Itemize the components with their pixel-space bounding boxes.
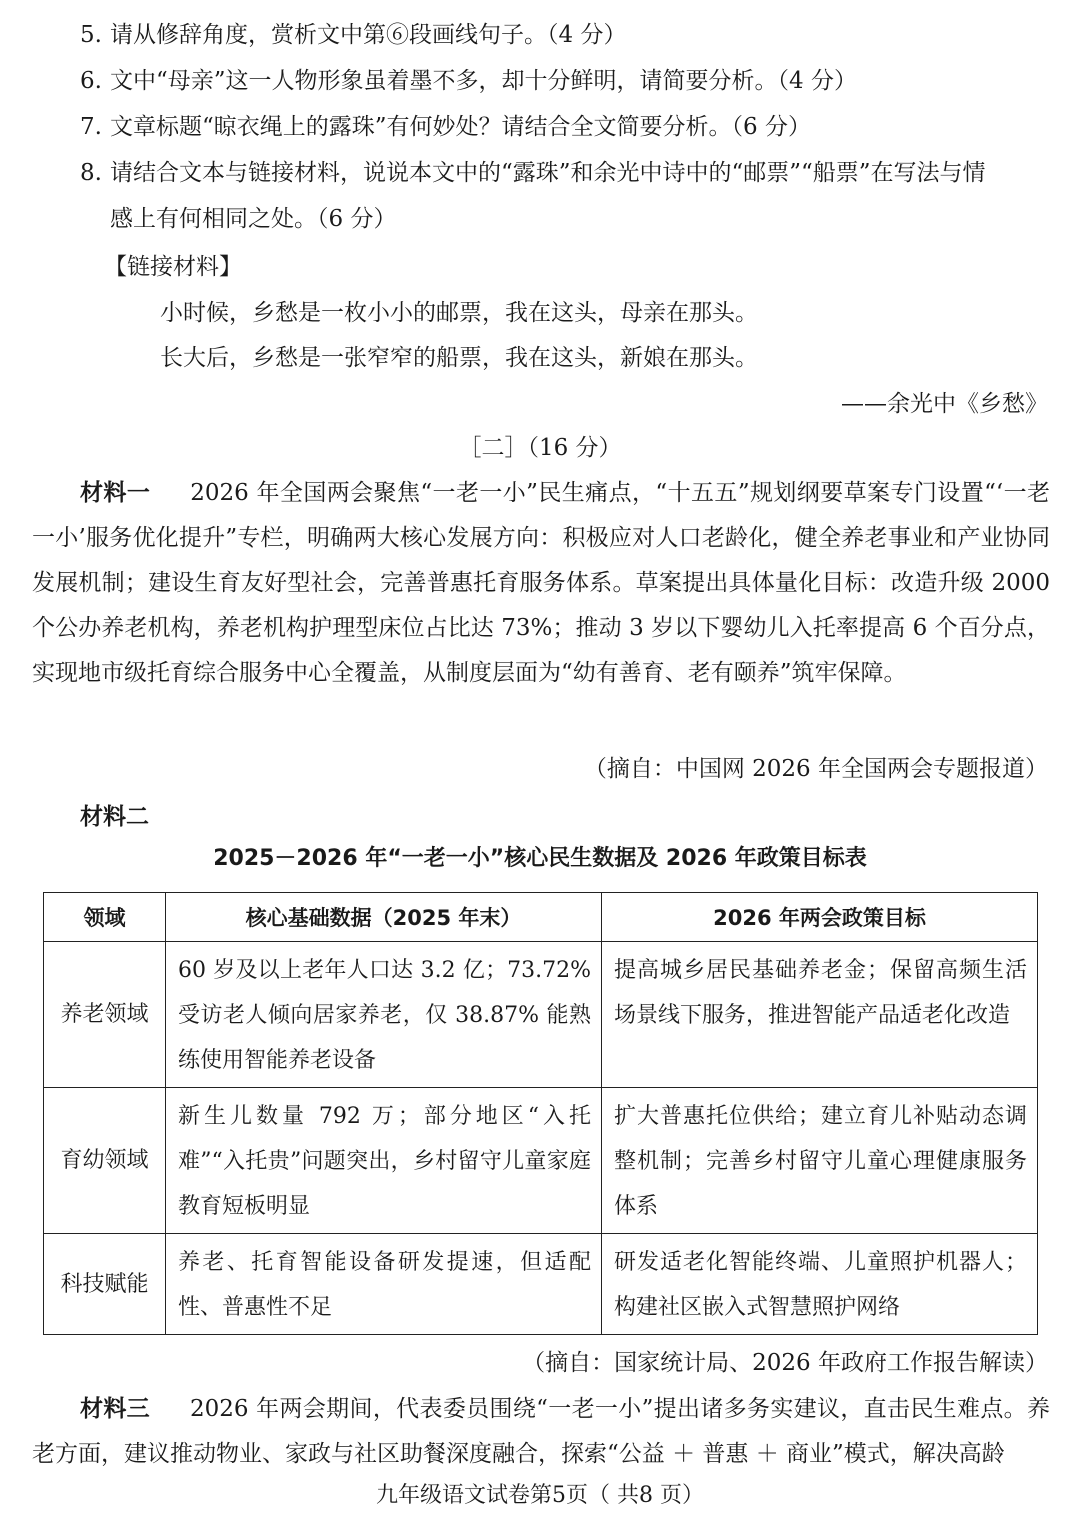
table-header-row [44,893,1038,942]
question-text: 文章标题“晾衣绳上的露珠”有何妙处？请结合全文简要分析。（6 分） [110,114,811,140]
area-cell: 养老领域 [44,942,166,1088]
question-6 [80,70,857,93]
table-row [44,1088,1038,1234]
page-footer: 九年级语文试卷第5页（ 共8 页） [376,1483,704,1508]
area-cell: 科技赋能 [44,1234,166,1335]
table-row [44,1234,1038,1335]
section-title: ［二］（16 分） [458,435,622,461]
question-number: 7. [80,114,102,140]
data-cell: 养老、托育智能设备研发提速，但适配性、普惠性不足 [166,1234,602,1335]
poem-line: 长大后，乡愁是一张窄窄的船票，我在这头，新娘在那头。 [160,345,758,371]
material-3-paragraph [32,1387,1050,1477]
material-1-source: （摘自：中国网 2026 年全国两会专题报道） [583,756,1048,782]
material-2-source: （摘自：国家统计局、2026 年政府工作报告解读） [522,1350,1048,1376]
material-1-text: 2026 年全国两会聚焦“一老一小”民生痛点，“十五五”规划纲要草案专门设置“‘一老一小’服务优化提升”专栏，明确两大核心发展方向：积极应对人口老龄化，健全养老事业和产业协同发展机制；建设生育友好型社会，完善普惠托育服务体系。草案提出具体量化目标：改造升级 2000 个公办养老机构，养老机构护理型床位占比达 73%；推动 3 岁以下婴幼儿入托率提高 6 个百分点，实现地市级托育综合服务中心全覆盖，从制度层面为“幼有善育、老有颐养”筑牢保障。 [32,480,1050,686]
poem-line: 小时候，乡愁是一枚小小的邮票，我在这头，母亲在那头。 [160,300,758,326]
column-header: 领域 [44,893,166,942]
question-8-continuation: 感上有何相同之处。（6 分） [110,206,397,232]
goal-cell: 提高城乡居民基础养老金；保留高频生活场景线下服务，推进智能产品适老化改造 [602,942,1038,1088]
column-header: 核心基础数据（2025 年末） [166,893,602,942]
question-number: 6. [80,68,102,94]
question-number: 5. [80,22,102,48]
question-5 [80,24,626,47]
column-header: 2026 年两会政策目标 [602,893,1038,942]
goal-cell: 研发适老化智能终端、儿童照护机器人；构建社区嵌入式智慧照护网络 [602,1234,1038,1335]
data-table [43,892,1038,1335]
material-2-label: 材料二 [80,804,149,830]
material-1-label: 材料一 [80,480,151,506]
question-text: 请从修辞角度，赏析文中第⑥段画线句子。（4 分） [110,22,627,48]
poem-source: ——余光中《乡愁》 [841,391,1048,417]
link-material-label: 【链接材料】 [104,254,242,280]
goal-cell: 扩大普惠托位供给；建立育儿补贴动态调整机制；完善乡村留守儿童心理健康服务体系 [602,1088,1038,1234]
question-number: 8. [80,160,102,186]
question-text: 请结合文本与链接材料，说说本文中的“露珠”和余光中诗中的“邮票”“船票”在写法与情 [110,160,986,186]
data-cell: 新生儿数量 792 万；部分地区“入托难”“入托贵”问题突出，乡村留守儿童家庭教育短板明显 [166,1088,602,1234]
material-3-label: 材料三 [80,1396,150,1422]
question-7 [80,116,811,139]
table-row [44,942,1038,1088]
material-3-text: 2026 年两会期间，代表委员围绕“一老一小”提出诸多务实建议，直击民生难点。养老方面，建议推动物业、家政与社区助餐深度融合，探索“公益 ＋ 普惠 ＋ 商业”模式，解决高龄 [32,1396,1050,1467]
question-8 [80,162,986,185]
material-1-paragraph [32,471,1050,696]
table-title: 2025－2026 年“一老一小”核心民生数据及 2026 年政策目标表 [213,846,867,871]
question-text: 文中“母亲”这一人物形象虽着墨不多，却十分鲜明，请简要分析。（4 分） [110,68,857,94]
data-cell: 60 岁及以上老年人口达 3.2 亿；73.72% 受访老人倾向居家养老，仅 38.87% 能熟练使用智能养老设备 [166,942,602,1088]
area-cell: 育幼领域 [44,1088,166,1234]
